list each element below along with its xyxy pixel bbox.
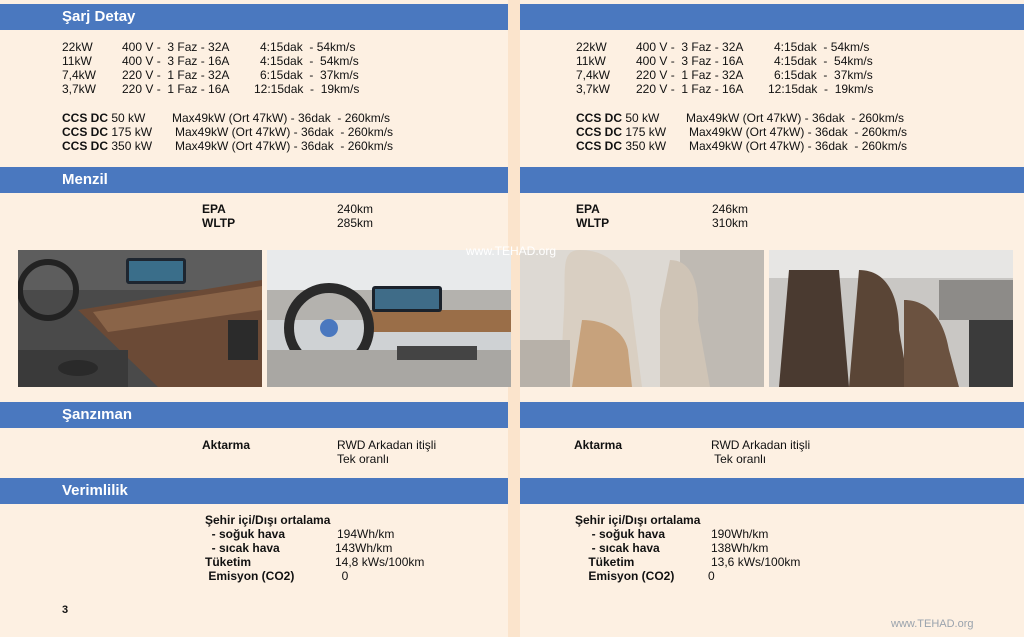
dc-label: CCS DC (576, 111, 623, 125)
ac-time: 4:15dak - 54km/s (774, 54, 873, 68)
eff-value: 0 (708, 569, 715, 583)
range-value: 310km (712, 216, 749, 230)
dc-power: 350 kW (622, 139, 667, 153)
range-value: 285km (337, 216, 374, 230)
dc-spec: Max49kW (Ort 47kW) - 36dak - 260km/s (175, 125, 394, 139)
ac-spec: 400 V - 3 Faz - 16A (122, 54, 230, 68)
watermark-top: www.TEHAD.org (466, 244, 557, 258)
ac-time: 12:15dak - 19km/s (254, 82, 360, 96)
ac-power: 22kW (576, 40, 607, 54)
dc-label: CCS DC (576, 139, 623, 153)
dc-spec: Max49kW (Ort 47kW) - 36dak - 260km/s (689, 139, 908, 153)
section-bar-efficiency (0, 478, 1024, 504)
eff-value: 0 (335, 569, 349, 583)
ac-power: 3,7kW (576, 82, 611, 96)
eff-value: 13,6 kWs/100km (711, 555, 801, 569)
ac-spec: 220 V - 1 Faz - 32A (636, 68, 744, 82)
photo-dashboard (18, 250, 262, 387)
dc-power: 50 kW (622, 111, 660, 125)
eff-value: 190Wh/km (711, 527, 769, 541)
ac-power: 22kW (62, 40, 93, 54)
eff-label: Emisyon (CO2) (205, 569, 295, 583)
dc-spec: Max49kW (Ort 47kW) - 36dak - 260km/s (172, 111, 391, 125)
ac-time: 12:15dak - 19km/s (768, 82, 874, 96)
dc-power: 50 kW (108, 111, 146, 125)
ac-time: 4:15dak - 54km/s (774, 40, 870, 54)
ac-time: 6:15dak - 37km/s (774, 68, 873, 82)
eff-value: 143Wh/km (335, 541, 393, 555)
page-number: 3 (62, 604, 69, 616)
drive-label: Aktarma (574, 438, 623, 452)
ac-power: 11kW (576, 54, 606, 68)
eff-label: Tüketim (205, 555, 252, 569)
photo-front-seats (520, 250, 764, 387)
gear-value: Tek oranlı (711, 452, 767, 466)
ac-spec: 220 V - 1 Faz - 16A (636, 82, 744, 96)
ac-spec: 400 V - 3 Faz - 16A (636, 54, 744, 68)
dc-power: 350 kW (108, 139, 153, 153)
range-value: 246km (712, 202, 749, 216)
range-label: WLTP (576, 216, 610, 230)
section-bar-charge (0, 4, 1024, 30)
dc-power: 175 kW (108, 125, 153, 139)
dc-label: CCS DC (576, 125, 623, 139)
eff-label: - sıcak hava (575, 541, 660, 555)
dc-spec: Max49kW (Ort 47kW) - 36dak - 260km/s (175, 139, 394, 153)
ac-time: 6:15dak - 37km/s (260, 68, 359, 82)
eff-label: Tüketim (575, 555, 635, 569)
section-title-charge: Şarj Detay (62, 8, 136, 25)
ac-time: 4:15dak - 54km/s (260, 54, 359, 68)
dc-spec: Max49kW (Ort 47kW) - 36dak - 260km/s (686, 111, 905, 125)
watermark-bottom: www.TEHAD.org (891, 618, 974, 630)
eff-label: - soğuk hava (205, 527, 286, 541)
section-title-transmission: Şanzıman (62, 406, 133, 423)
eff-label: - sıcak hava (205, 541, 280, 555)
eff-value: 194Wh/km (337, 527, 395, 541)
photo-rear-seats (769, 250, 1013, 387)
ac-spec: 400 V - 3 Faz - 32A (636, 40, 744, 54)
eff-value: 14,8 kWs/100km (335, 555, 425, 569)
photo-steering (267, 250, 511, 387)
drive-label: Aktarma (202, 438, 251, 452)
eff-header: Şehir içi/Dışı ortalama (205, 513, 331, 527)
ac-power: 11kW (62, 54, 92, 68)
section-bar-transmission (0, 402, 1024, 428)
eff-value: 138Wh/km (711, 541, 769, 555)
ac-power: 3,7kW (62, 82, 97, 96)
drive-value: RWD Arkadan itişli (337, 438, 437, 452)
ac-power: 7,4kW (62, 68, 97, 82)
dc-label: CCS DC (62, 111, 109, 125)
dc-power: 175 kW (622, 125, 667, 139)
ac-spec: 220 V - 1 Faz - 32A (122, 68, 230, 82)
gear-value: Tek oranlı (337, 452, 390, 466)
section-title-range: Menzil (62, 171, 108, 188)
ac-spec: 400 V - 3 Faz - 32A (122, 40, 230, 54)
ac-power: 7,4kW (576, 68, 611, 82)
eff-label: - soğuk hava (575, 527, 666, 541)
eff-label: Emisyon (CO2) (575, 569, 675, 583)
range-label: EPA (202, 202, 226, 216)
range-value: 240km (337, 202, 374, 216)
drive-value: RWD Arkadan itişli (711, 438, 811, 452)
dc-label: CCS DC (62, 125, 109, 139)
range-label: WLTP (202, 216, 236, 230)
section-title-efficiency: Verimlilik (62, 482, 128, 499)
range-label: EPA (576, 202, 600, 216)
ac-time: 4:15dak - 54km/s (260, 40, 356, 54)
dc-spec: Max49kW (Ort 47kW) - 36dak - 260km/s (689, 125, 908, 139)
eff-header: Şehir içi/Dışı ortalama (575, 513, 701, 527)
section-bar-range (0, 167, 1024, 193)
ac-spec: 220 V - 1 Faz - 16A (122, 82, 230, 96)
dc-label: CCS DC (62, 139, 109, 153)
